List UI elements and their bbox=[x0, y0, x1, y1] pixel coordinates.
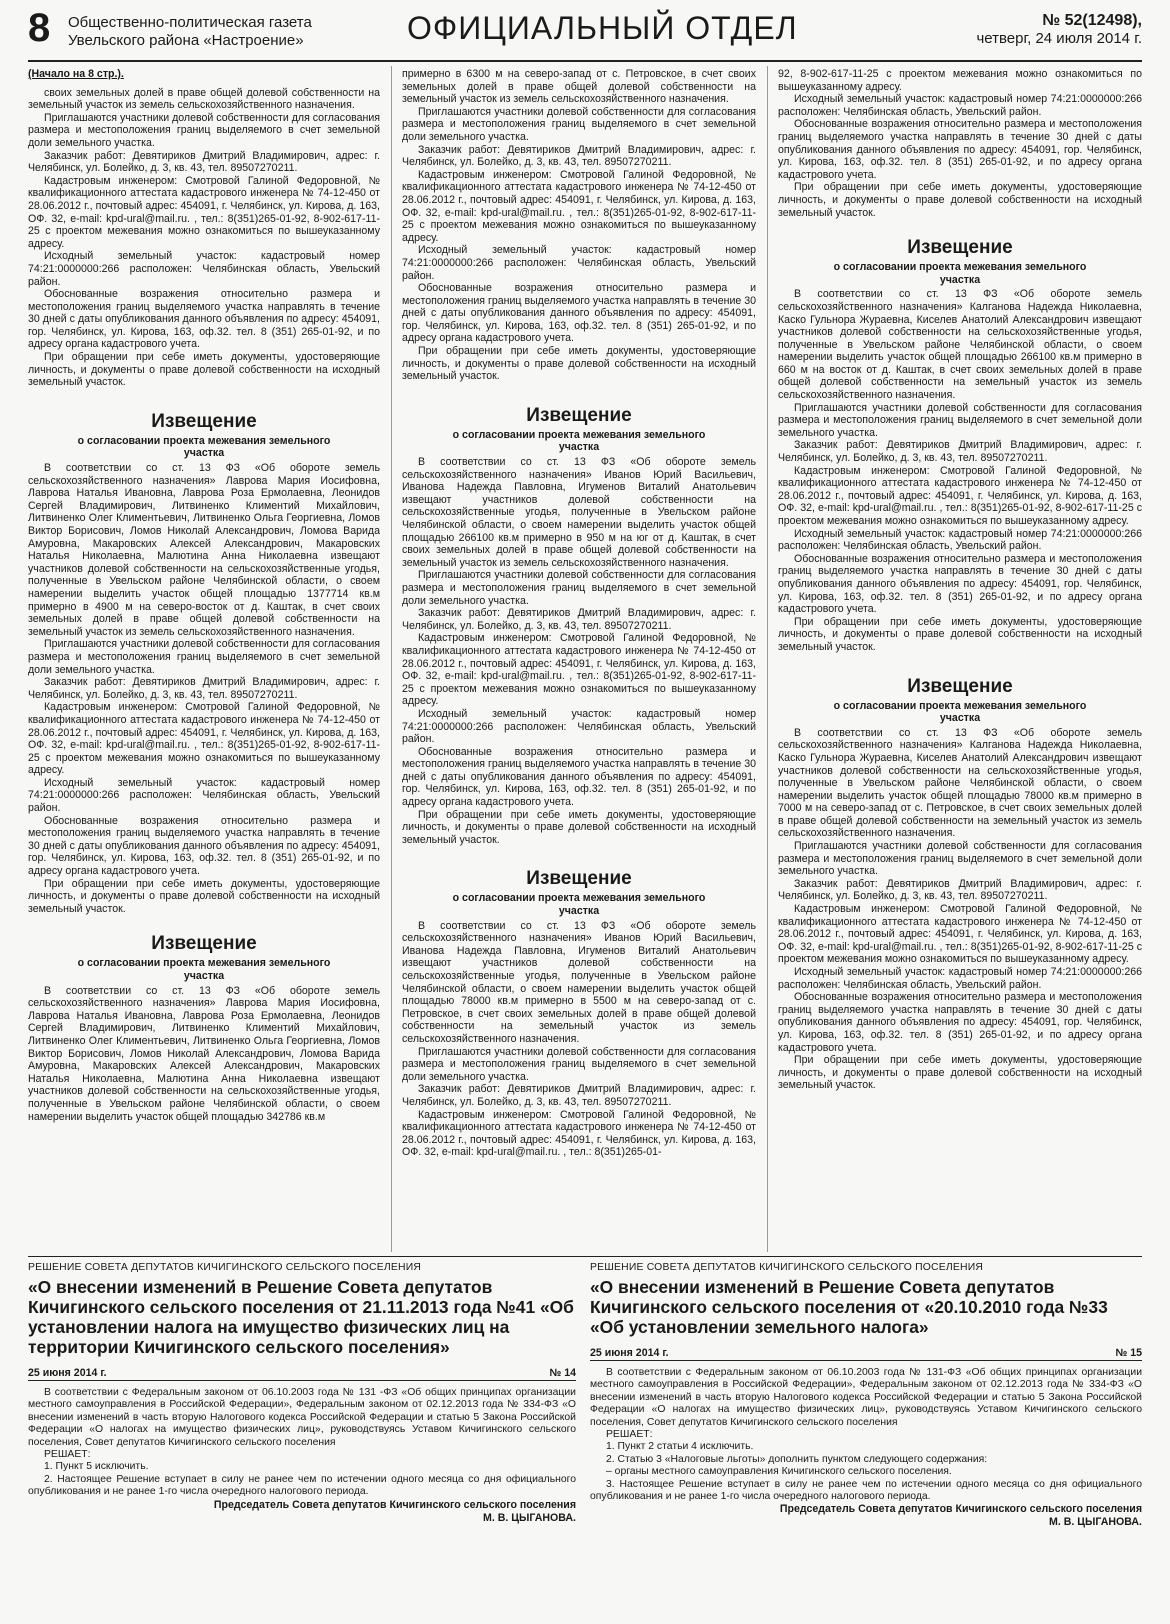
notice-subtitle: о согласовании проекта межевания земельного участка bbox=[452, 428, 706, 454]
paragraph: Кадастровым инженером: Смотровой Галиной Федоровной, № квалификационного аттестата кадастрового инженера № 74-12-450 от 28.06.2012 г., почтовый адрес: 454091, г. Челябинск, ул. Кирова, д. 163, ОФ. 32, e-mail: kpd-ural@mail.ru. , тел.: 8(351)265-01-92, 8-902-617-11-25 с проектом межевания можно ознакомиться по вышеуказанному адресу. bbox=[778, 464, 1142, 527]
section-title: ОФИЦИАЛЬНЫЙ ОТДЕЛ bbox=[407, 10, 798, 46]
paragraph: 3. Настоящее Решение вступает в силу не ранее чем по истечении одного месяца со дня официального опубликования и не ранее 1-го числа очередного налогового периода. bbox=[590, 1478, 1142, 1503]
paragraph: Исходный земельный участок: кадастровый номер 74:21:0000000:266 расположен: Челябинская область, Увельский район. bbox=[778, 966, 1142, 991]
notice-title: Извещение bbox=[526, 404, 632, 426]
paragraph: При обращении при себе иметь документы, удостоверяющие личность, и документы о праве долевой собственности на исходный земельный участок. bbox=[402, 808, 756, 846]
paragraph: – органы местного самоуправления Кичигинского сельского поселения. bbox=[606, 1466, 952, 1478]
paragraph: В соответствии с Федеральным законом от 06.10.2003 года № 131-ФЗ «Об общих принципах организации местного самоуправления в Российской Федерации», Федеральным законом от 02.12.2013 года № 334-ФЗ «О внесении изменений в часть вторую Налогового кодекса Российской Федерации и статью 5 Закона Российской Федерации «О налогах на имущество физических лиц», руководствуясь Уставом Кичигинского сельского поселения, Совет депутатов Кичигинского сельского поселения bbox=[590, 1367, 1142, 1428]
paragraph: Заказчик работ: Девятириков Дмитрий Владимирович, адрес: г. Челябинск, ул. Болейко, д. 3, кв. 43, тел. 89507270211. bbox=[402, 607, 756, 632]
paragraph: своих земельных долей в праве общей долевой собственности на земельный участок из земель сельскохозяйственного назначения. bbox=[28, 86, 380, 112]
paragraph: 2. Настоящее Решение вступает в силу не ранее чем по истечении одного месяца со дня официального опубликования и не ранее 1-го числа очередного налогового периода. bbox=[28, 1473, 576, 1498]
newspaper-name-line1: Общественно-политическая газета bbox=[68, 14, 312, 31]
header-rule bbox=[28, 60, 1142, 62]
paragraph: Обоснованные возражения относительно размера и местоположения границ выделяемого участка направлять в течение 30 дней с даты опубликования данного объявления по адресу: 454091, гор. Челябинск, ул. Кирова, 163, оф.32. тел. 8 (351) 265-01-92, и по адресу органа кадастрового учета. bbox=[402, 745, 756, 809]
continuation-note: (Начало на 8 стр.). bbox=[28, 68, 124, 80]
notice-subtitle: о согласовании проекта межевания земельного участка bbox=[77, 957, 331, 982]
paragraph: 2. Статью 3 «Налоговые льготы» дополнить пунктом следующего содержания: bbox=[606, 1453, 988, 1465]
column-divider bbox=[767, 66, 768, 1252]
notice-title: Извещение bbox=[907, 237, 1013, 259]
paragraph: Исходный земельный участок: кадастровый номер 74:21:0000000:266 расположен: Челябинская область, Увельский район. bbox=[778, 93, 1142, 118]
paragraph: Заказчик работ: Девятириков Дмитрий Владимирович, адрес: г. Челябинск, ул. Болейко, д. 3, кв. 43, тел. 89507270211. bbox=[28, 676, 380, 701]
newspaper-name bbox=[68, 14, 312, 50]
paragraph: В соответствии со ст. 13 ФЗ «Об обороте земель сельскохозяйственного назначения» Иванов Юрий Васильевич, Иванова Надежда Павловна, Игуменов Виталий Анатольевич извещают участников долевой собственности на сельскохозяйственные угодья, полученные в Увельском районе Челябинской области, о своем намерении выделить участок общей площадью 78000 кв.м примерно в 5500 м на северо-запад от с. Петровское, в счет своих земельных долей в праве общей долевой собственности на земельный участок из земель сельскохозяйственного назначения. bbox=[402, 919, 756, 1045]
paragraph: При обращении при себе иметь документы, удостоверяющие личность, и документы о праве долевой собственности на исходный земельный участок. bbox=[402, 345, 756, 383]
notice bbox=[28, 411, 380, 916]
decision-right bbox=[590, 1262, 1142, 1529]
paragraph: 92, 8-902-617-11-25 с проектом межевания можно ознакомиться по вышеуказанному адресу. bbox=[778, 68, 1142, 93]
paragraph: Заказчик работ: Девятириков Дмитрий Владимирович, адрес: г. Челябинск, ул. Болейко, д. 3, кв. 43, тел. 89507270211. bbox=[402, 143, 756, 169]
decision-body bbox=[590, 1367, 1142, 1503]
paragraph: Исходный земельный участок: кадастровый номер 74:21:0000000:266 расположен: Челябинская область, Увельский район. bbox=[778, 527, 1142, 553]
paragraph: В соответствии с Федеральным законом от 06.10.2003 года № 131 -ФЗ «Об общих принципах организации местного самоуправления в Российской Федерации», Федеральным законом от 02.12.2013 года № 334-ФЗ «О внесении изменений в часть вторую Налогового кодекса Российской Федерации и статью 5 Закона Российской Федерации «О налогах на имущество физических лиц», руководствуясь Уставом Кичигинского сельского поселения, Совет депутатов Кичигинского сельского поселения bbox=[28, 1387, 576, 1448]
issue-number: № 52(12498), bbox=[1042, 12, 1142, 29]
notice bbox=[778, 237, 1142, 653]
paragraph: Кадастровым инженером: Смотровой Галиной Федоровной, № квалификационного аттестата кадастрового инженера № 74-12-450 от 28.06.2012 г., почтовый адрес: 454091, г. Челябинск, ул. Кирова, д. 163, ОФ. 32, e-mail: kpd-ural@mail.ru. , тел.: 8(351)265-01-92, 8-902-617-11-25 с проектом межевания можно ознакомиться по вышеуказанному адресу. bbox=[402, 632, 756, 708]
decision-body bbox=[28, 1387, 576, 1499]
paragraph: Исходный земельный участок: кадастровый номер 74:21:0000000:266 расположен: Челябинская область, Увельский район. bbox=[28, 776, 380, 815]
paragraph: В соответствии со ст. 13 ФЗ «Об обороте земель сельскохозяйственного назначения» Лаврова Мария Иосифовна, Лаврова Наталья Ивановна, Лаврова Роза Ермолаевна, Леонидов Сергей Владимирович, Литвиненко Климентий Михайлович, Литвиненко Олег Климентьевич, Литвиненко Ольга Георгиевна, Ломов Виктор Борисович, Ломов Николай Александрович, Ломова Варида Амуровна, Макаровских Алексей Александрович, Макаровских Наталья Николаевна, Малютина Анна Николаевна извещают участников долевой собственности на сельскохозяйственные угодья, полученные в Увельском районе Челябинской области, о своем намерении выделить участок общей площадью 1377714 кв.м примерно в 4900 м на северо-восток от д. Каштак, в счет своих земельных долей в праве общей долевой собственности на земельный участок из земель сельскохозяйственного назначения. bbox=[28, 462, 380, 638]
paragraph: В соответствии со ст. 13 ФЗ «Об обороте земель сельскохозяйственного назначения» Иванов Юрий Васильевич, Иванова Надежда Павловна, Игуменов Виталий Анатольевич извещают участников долевой собственности на сельскохозяйственные угодья, полученные в Увельском районе Челябинской области, о своем намерении выделить участок общей площадью 266100 кв.м примерно в 950 м на юг от д. Каштак, в счет своих земельных долей в праве общей долевой собственности на земельный участок из земель сельскохозяйственного назначения. bbox=[402, 456, 756, 569]
paragraph: Заказчик работ: Девятириков Дмитрий Владимирович, адрес: г. Челябинск, ул. Болейко, д. 3, кв. 43, тел. 89507270211. bbox=[402, 1083, 756, 1108]
issue-date: четверг, 24 июля 2014 г. bbox=[976, 30, 1142, 47]
paragraph: Обоснованные возражения относительно размера и местоположения границ выделяемого участка направлять в течение 30 дней с даты опубликования данного объявления по адресу: 454091, гор. Челябинск, ул. Кирова, 163, оф.32. тел. 8 (351) 265-01-92, и по адресу органа кадастрового учета. bbox=[402, 282, 756, 345]
paragraph: В соответствии со ст. 13 ФЗ «Об обороте земель сельскохозяйственного назначения» Калганова Надежда Николаевна, Каско Гульнора Жураевна, Киселев Анатолий Александрович извещают участников долевой собственности на сельскохозяйственные угодья, полученные в Увельском районе Челябинской области, о своем намерении выделить участок общей площадью 266100 кв.м примерно в 660 м на восток от д. Каштак, в счет своих земельных долей в праве общей долевой собственности на земельный участок из земель сельскохозяйственного назначения. bbox=[778, 288, 1142, 402]
signature-title: Председатель Совета депутатов Кичигинского сельского поселения bbox=[213, 1498, 576, 1511]
paragraph: При обращении при себе иметь документы, удостоверяющие личность, и документы о праве долевой собственности на исходный земельный участок. bbox=[28, 877, 380, 915]
signature-name: М. В. ЦЫГАНОВА. bbox=[483, 1511, 576, 1524]
paragraph: Исходный земельный участок: кадастровый номер 74:21:0000000:266 расположен: Челябинская область, Увельский район. bbox=[28, 250, 380, 288]
decision-kicker: РЕШЕНИЕ СОВЕТА ДЕПУТАТОВ КИЧИГИНСКОГО СЕЛЬСКОГО ПОСЕЛЕНИЯ bbox=[28, 1262, 422, 1273]
notice bbox=[778, 676, 1142, 1092]
decision-date: 25 июня 2014 г. bbox=[28, 1367, 107, 1379]
paragraph: Кадастровым инженером: Смотровой Галиной Федоровной, № квалификационного аттестата кадастрового инженера № 74-12-450 от 28.06.2012 г., почтовый адрес: 454091, г. Челябинск, ул. Кирова, д. 163, ОФ. 32, e-mail: kpd-ural@mail.ru. , тел.: 8(351)265-01- bbox=[402, 1108, 756, 1159]
decision-title: «О внесении изменений в Решение Совета депутатов Кичигинского сельского поселения от «20.10.2010 года №33 «Об установлении земельного налога» bbox=[590, 1277, 1108, 1337]
page-number: 8 bbox=[28, 6, 51, 50]
notice-title: Извещение bbox=[526, 868, 632, 890]
decision-left bbox=[28, 1262, 576, 1525]
paragraph: Исходный земельный участок: кадастровый номер 74:21:0000000:266 расположен: Челябинская область, Увельский район. bbox=[402, 244, 756, 282]
notice-subtitle: о согласовании проекта межевания земельного участка bbox=[77, 434, 331, 460]
paragraph: Обоснованные возражения относительно размера и местоположения границ выделяемого участка направлять в течение 30 дней с даты опубликования данного объявления по адресу: 454091, гор. Челябинск, ул. Кирова, 163, оф.32. тел. 8 (351) 265-01-92, и по адресу органа кадастрового учета. bbox=[28, 288, 380, 351]
notice-subtitle: о согласовании проекта межевания земельного участка bbox=[833, 699, 1087, 725]
paragraph: Исходный земельный участок: кадастровый номер 74:21:0000000:266 расположен: Челябинская область, Увельский район. bbox=[402, 707, 756, 746]
paragraph: Кадастровым инженером: Смотровой Галиной Федоровной, № квалификационного аттестата кадастрового инженера № 74-12-450 от 28.06.2012 г., почтовый адрес: 454091, г. Челябинск, ул. Кирова, д. 163, ОФ. 32, e-mail: kpd-ural@mail.ru. , тел.: 8(351)265-01-92, 8-902-617-11-25 с проектом межевания можно ознакомиться по вышеуказанному адресу. bbox=[402, 168, 756, 244]
paragraph: При обращении при себе иметь документы, удостоверяющие личность, и документы о праве долевой собственности на исходный земельный участок. bbox=[778, 181, 1142, 219]
decision-kicker: РЕШЕНИЕ СОВЕТА ДЕПУТАТОВ КИЧИГИНСКОГО СЕЛЬСКОГО ПОСЕЛЕНИЯ bbox=[590, 1262, 984, 1273]
paragraph: 1. Пункт 5 исключить. bbox=[44, 1461, 149, 1473]
paragraph: Заказчик работ: Девятириков Дмитрий Владимирович, адрес: г. Челябинск, ул. Болейко, д. 3, кв. 43, тел. 89507270211. bbox=[778, 877, 1142, 903]
paragraph: Обоснованные возражения относительно размера и местоположения границ выделяемого участка направлять в течение 30 дней с даты опубликования данного объявления по адресу: 454091, гор. Челябинск, ул. Кирова, 163, оф.32. тел. 8 (351) 265-01-92, и по адресу органа кадастрового учета. bbox=[778, 552, 1142, 616]
paragraph: Заказчик работ: Девятириков Дмитрий Владимирович, адрес: г. Челябинск, ул. Болейко, д. 3, кв. 43, тел. 89507270211. bbox=[28, 149, 380, 175]
paragraph: Кадастровым инженером: Смотровой Галиной Федоровной, № квалификационного аттестата кадастрового инженера № 74-12-450 от 28.06.2012 г., почтовый адрес: 454091, г. Челябинск, ул. Кирова, д. 163, ОФ. 32, e-mail: kpd-ural@mail.ru. , тел.: 8(351)265-01-92, 8-902-617-11-25 с проектом межевания можно ознакомиться по вышеуказанному адресу. bbox=[28, 701, 380, 777]
decision-number: № 15 bbox=[1115, 1347, 1142, 1359]
paragraph: Обоснованные возражения относительно размера и местоположения границ выделяемого участка направлять в течение 30 дней с даты опубликования данного объявления по адресу: 454091, гор. Челябинск, ул. Кирова, 163, оф.32. тел. 8 (351) 265-01-92, и по адресу органа кадастрового учета. bbox=[778, 991, 1142, 1054]
notice-title: Извещение bbox=[151, 410, 257, 432]
paragraph: Обоснованные возражения относительно размера и местоположения границ выделяемого участка направлять в течение 30 дней с даты опубликования данного объявления по адресу: 454091, гор. Челябинск, ул. Кирова, 163, оф.32. тел. 8 (351) 265-01-92, и по адресу органа кадастрового учета. bbox=[778, 118, 1142, 181]
signature-title: Председатель Совета депутатов Кичигинского сельского поселения bbox=[779, 1503, 1142, 1516]
column-divider bbox=[391, 66, 392, 1252]
paragraph: Приглашаются участники долевой собственности для согласования размера и местоположения границ выделяемого в счет земельной доли земельного участка. bbox=[402, 1045, 756, 1083]
notice-title: Извещение bbox=[151, 933, 257, 955]
paragraph: При обращении при себе иметь документы, удостоверяющие личность, и документы о праве долевой собственности на исходный земельный участок. bbox=[28, 351, 380, 389]
paragraph: В соответствии со ст. 13 ФЗ «Об обороте земель сельскохозяйственного назначения» Калганова Надежда Николаевна, Каско Гульнора Жураевна, Киселев Анатолий Александрович извещают участников долевой собственности на сельскохозяйственные угодья, полученные в Увельском районе Челябинской области, о своем намерении выделить участок общей площадью 78000 кв.м примерно в 7000 м на северо-запад от с. Петровское, в счет своих земельных долей в праве общей долевой собственности на земельный участок из земель сельскохозяйственного назначения. bbox=[778, 726, 1142, 840]
paragraph: примерно в 6300 м на северо-запад от с. Петровское, в счет своих земельных долей в праве общей долевой собственности на земельный участок из земель сельскохозяйственного назначения. bbox=[402, 68, 756, 106]
signature bbox=[28, 1499, 576, 1525]
signature bbox=[590, 1503, 1142, 1529]
paragraph: При обращении при себе иметь документы, удостоверяющие личность, и документы о праве долевой собственности на исходный земельный участок. bbox=[778, 1054, 1142, 1092]
paragraph: Кадастровым инженером: Смотровой Галиной Федоровной, № квалификационного аттестата кадастрового инженера № 74-12-450 от 28.06.2012 г., почтовый адрес: 454091, г. Челябинск, ул. Кирова, д. 163, ОФ. 32, e-mail: kpd-ural@mail.ru. , тел.: 8(351)265-01-92, 8-902-617-11-25 с проектом межевания можно ознакомиться по вышеуказанному адресу. bbox=[28, 174, 380, 250]
paragraph: 1. Пункт 2 статьи 4 исключить. bbox=[606, 1441, 754, 1453]
paragraph: РЕШАЕТ: bbox=[44, 1449, 91, 1461]
decision-dateline bbox=[28, 1367, 576, 1381]
paragraph: Приглашаются участники долевой собственности для согласования размера и местоположения границ выделяемого в счет земельной доли земельного участка. bbox=[402, 105, 756, 143]
paragraph: Приглашаются участники долевой собственности для согласования размера и местоположения границ выделяемого в счет земельной доли земельного участка. bbox=[402, 569, 756, 607]
paragraph: РЕШАЕТ: bbox=[606, 1429, 653, 1441]
notice-subtitle: о согласовании проекта межевания земельного участка bbox=[452, 892, 706, 918]
decision-number: № 14 bbox=[549, 1367, 576, 1379]
newspaper-name-line2: Увельского района «Настроение» bbox=[68, 32, 304, 49]
column-2 bbox=[402, 68, 756, 1159]
paragraph: Приглашаются участники долевой собственности для согласования размера и местоположения границ выделяемого в счет земельной доли земельного участка. bbox=[778, 840, 1142, 878]
paragraph: Кадастровым инженером: Смотровой Галиной Федоровной, № квалификационного аттестата кадастрового инженера № 74-12-450 от 28.06.2012 г., почтовый адрес: 454091, г. Челябинск, ул. Кирова, д. 163, ОФ. 32, e-mail: kpd-ural@mail.ru. , тел.: 8(351)265-01-92, 8-902-617-11-25 с проектом межевания можно ознакомиться по вышеуказанному адресу. bbox=[778, 903, 1142, 966]
paragraph: Заказчик работ: Девятириков Дмитрий Владимирович, адрес: г. Челябинск, ул. Болейко, д. 3, кв. 43, тел. 89507270211. bbox=[778, 439, 1142, 465]
decision-date: 25 июня 2014 г. bbox=[590, 1347, 669, 1359]
signature-name: М. В. ЦЫГАНОВА. bbox=[1049, 1516, 1142, 1529]
section-rule bbox=[28, 1256, 1142, 1257]
paragraph: В соответствии со ст. 13 ФЗ «Об обороте земель сельскохозяйственного назначения» Лаврова Мария Иосифовна, Лаврова Наталья Ивановна, Лаврова Роза Ермолаевна, Леонидов Сергей Владимирович, Литвиненко Климентий Михайлович, Литвиненко Олег Климентьевич, Литвиненко Ольга Георгиевна, Ломов Виктор Борисович, Ломов Николай Александрович, Ломова Варида Амуровна, Макаровских Алексей Александрович, Макаровских Наталья Николаевна, Малютина Анна Николаевна извещают участников долевой собственности на сельскохозяйственные угодья, полученные в Увельском районе Челябинской области, о своем намерении выделить участок общей площадью 342786 кв.м bbox=[28, 984, 380, 1123]
column-3 bbox=[778, 68, 1142, 1092]
notice-title: Извещение bbox=[907, 675, 1013, 697]
paragraph: При обращении при себе иметь документы, удостоверяющие личность, и документы о праве долевой собственности на исходный земельный участок. bbox=[778, 615, 1142, 653]
column-1 bbox=[28, 68, 380, 1123]
paragraph: Обоснованные возражения относительно размера и местоположения границ выделяемого участка направлять в течение 30 дней с даты опубликования данного объявления по адресу: 454091, гор. Челябинск, ул. Кирова, 163, оф.32. тел. 8 (351) 265-01-92, и по адресу органа кадастрового учета. bbox=[28, 814, 380, 878]
notice-subtitle: о согласовании проекта межевания земельного участка bbox=[833, 261, 1087, 286]
paragraph: Приглашаются участники долевой собственности для согласования размера и местоположения границ выделяемого в счет земельной доли земельного участка. bbox=[778, 401, 1142, 439]
decision-title: «О внесении изменений в Решение Совета депутатов Кичигинского сельского поселения от 21.11.2013 года №41 «Об установлении налога на имущество физических лиц на территории Кичигинского сельского поселения» bbox=[28, 1277, 574, 1357]
paragraph: Приглашаются участники долевой собственности для согласования размера и местоположения границ выделяемого в счет земельной доли земельного участка. bbox=[28, 111, 380, 149]
notice bbox=[28, 933, 380, 1123]
notice bbox=[402, 868, 756, 1158]
paragraph: Приглашаются участники долевой собственности для согласования размера и местоположения границ выделяемого в счет земельной доли земельного участка. bbox=[28, 638, 380, 676]
notice bbox=[402, 405, 756, 847]
issue-info bbox=[976, 12, 1142, 48]
decision-dateline bbox=[590, 1347, 1142, 1361]
page-header bbox=[0, 0, 1170, 62]
